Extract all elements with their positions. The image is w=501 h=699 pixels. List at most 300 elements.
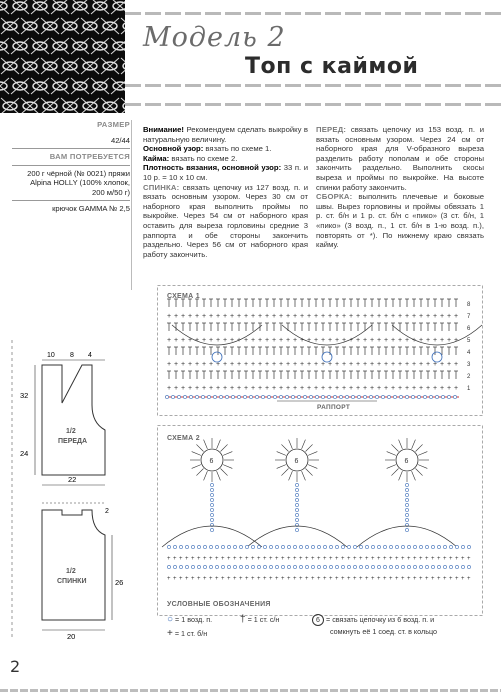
chain-stitch [269, 545, 272, 548]
chain-stitch [419, 545, 422, 548]
chain-stitch [369, 395, 372, 398]
dim-label: 20 [67, 632, 76, 641]
sc-stitch: + [209, 385, 214, 392]
chain-stitch [197, 565, 200, 568]
sc-stitch: + [314, 361, 319, 368]
sc-stitch: + [265, 385, 270, 392]
size-label: РАЗМЕР [97, 120, 130, 129]
sc-stitch: + [413, 556, 417, 562]
sc-stitch: + [449, 556, 453, 562]
sc-stitch: + [401, 556, 405, 562]
sc-stitch: + [293, 385, 298, 392]
sc-stitch: + [181, 361, 186, 368]
sc-stitch: + [440, 337, 445, 344]
sc-stitch: + [377, 361, 382, 368]
chain-stitch [297, 395, 300, 398]
chain-stitch [389, 545, 392, 548]
sc-stitch: + [455, 576, 459, 582]
sc-stitch: + [216, 337, 221, 344]
dim-label: 32 [20, 391, 29, 400]
chain-stitch [281, 545, 284, 548]
chain-stitch [233, 565, 236, 568]
chain-stitch [395, 565, 398, 568]
chain-stitch [321, 395, 324, 398]
sc-stitch: + [305, 576, 309, 582]
chain-stitch [467, 565, 470, 568]
chain-stitch [295, 498, 298, 501]
sc-stitch: + [311, 556, 315, 562]
chain-stitch [197, 545, 200, 548]
chain-stitch [359, 565, 362, 568]
schema2-chart [162, 438, 471, 582]
sc-stitch: + [281, 556, 285, 562]
sc-stitch: + [223, 361, 228, 368]
chain-stitch [407, 545, 410, 548]
assembly-lead: СБОРКА: [316, 192, 353, 202]
sc-stitch: + [371, 556, 375, 562]
chain-stitch [173, 565, 176, 568]
chain-stitch [335, 545, 338, 548]
chain-stitch [431, 565, 434, 568]
sc-stitch: + [328, 337, 333, 344]
sc-stitch: + [419, 576, 423, 582]
sc-stitch: + [299, 576, 303, 582]
page-number: 2 [10, 657, 21, 676]
chain-stitch [405, 488, 408, 491]
border-text: вязать по схеме 2. [169, 153, 238, 163]
chain-stitch [165, 395, 168, 398]
sc-stitch: + [281, 576, 285, 582]
petal [217, 471, 221, 480]
sc-stitch: + [195, 313, 200, 320]
lace-photo [0, 0, 125, 113]
dim-label: 4 [88, 352, 92, 359]
sc-stitch: + [356, 361, 361, 368]
sc-stitch: + [328, 361, 333, 368]
sc-stitch: + [209, 313, 214, 320]
legend-ring-cont [330, 627, 437, 636]
assembly-text: выполнить плечевые и боковые швы. Вырез горловины и проймы обвязать 1 р. ст. б/н и 1 р. ст. б/н с «пико» (3 ст. б/н, 1 «пико» (3 возд. п., 1 ст. б/н в 1-ю возд. п.), повторять от *). По нижнему краю связать кайму. [316, 192, 484, 250]
chain-stitch [255, 395, 258, 398]
petal [281, 444, 288, 451]
petal [305, 444, 312, 451]
chain-stitch [210, 528, 213, 531]
legend-sc [167, 628, 207, 639]
legend-text: = связать цепочку из 6 возд. п. и [326, 615, 435, 624]
petal [399, 471, 403, 480]
sc-stitch: + [293, 337, 298, 344]
chain-stitch [269, 565, 272, 568]
sc-stitch: + [377, 313, 382, 320]
sc-stitch: + [279, 385, 284, 392]
sc-stitch: + [216, 361, 221, 368]
row-number: 5 [467, 338, 471, 344]
back-lead: СПИНКА: [143, 182, 180, 192]
sc-stitch: + [426, 313, 431, 320]
sc-stitch: + [279, 313, 284, 320]
sc-stitch: + [363, 313, 368, 320]
sc-stitch: + [353, 556, 357, 562]
yarn-line: 200 г чёрной (№ 0021) пряжи [27, 168, 130, 178]
sc-stitch: + [426, 385, 431, 392]
sc-stitch: + [311, 576, 315, 582]
chain-stitch [381, 395, 384, 398]
chain-stitch [341, 565, 344, 568]
sc-stitch: + [329, 576, 333, 582]
sc-stitch: + [181, 385, 186, 392]
chain-stitch [233, 545, 236, 548]
chain-stitch [231, 395, 234, 398]
instructions-column-2 [316, 125, 484, 250]
chain-stitch [293, 545, 296, 548]
sc-stitch: + [179, 576, 183, 582]
chain-stitch [210, 513, 213, 516]
sc-stitch: + [431, 556, 435, 562]
sc-stitch: + [286, 313, 291, 320]
sc-stitch: + [173, 556, 177, 562]
sc-stitch: + [221, 556, 225, 562]
petal [418, 452, 427, 456]
chain-stitch [239, 565, 242, 568]
attention-text: Рекомендуем сделать выкройку в натуральную величину. [143, 125, 308, 144]
sc-stitch: + [447, 313, 452, 320]
chain-stitch [207, 395, 210, 398]
chain-stitch [363, 395, 366, 398]
chain-stitch [423, 395, 426, 398]
sc-stitch: + [323, 556, 327, 562]
sc-stitch: + [398, 361, 403, 368]
sc-stitch: + [230, 337, 235, 344]
sc-stitch: + [454, 337, 459, 344]
petal [204, 440, 208, 449]
chain-stitch [201, 395, 204, 398]
piece-label: ПЕРЕДА [58, 438, 88, 445]
sc-stitch: + [391, 361, 396, 368]
chain-stitch [383, 565, 386, 568]
chain-stitch [295, 513, 298, 516]
sc-stitch: + [174, 337, 179, 344]
chain-stitch [245, 545, 248, 548]
chain-stitch [425, 565, 428, 568]
sc-stitch: + [251, 337, 256, 344]
sc-stitch: + [293, 556, 297, 562]
sc-stitch: + [227, 576, 231, 582]
chain-stitch [295, 518, 298, 521]
chain-stitch [405, 508, 408, 511]
crochet-charts [157, 285, 487, 645]
dim-label: 26 [115, 578, 124, 587]
sc-stitch: + [216, 385, 221, 392]
sc-stitch: + [365, 556, 369, 562]
sc-stitch: + [321, 385, 326, 392]
sc-stitch: + [265, 313, 270, 320]
dim-label: 22 [68, 475, 77, 484]
sc-stitch: + [230, 313, 235, 320]
chain-stitch [249, 395, 252, 398]
chain-stitch [431, 545, 434, 548]
sc-stitch: + [391, 313, 396, 320]
chain-stitch [405, 498, 408, 501]
sc-stitch: + [335, 361, 340, 368]
sc-stitch: + [467, 556, 471, 562]
row-number: 8 [467, 302, 471, 308]
sc-stitch: + [412, 361, 417, 368]
chain-stitch [295, 528, 298, 531]
instructions-column-1 [143, 125, 308, 259]
chain-stitch [405, 395, 408, 398]
sc-stitch: + [377, 576, 381, 582]
single-crochet-icon: + [167, 628, 173, 639]
sc-stitch: + [449, 576, 453, 582]
chain-stitch [189, 395, 192, 398]
chain-stitch [377, 565, 380, 568]
chain-stitch [263, 545, 266, 548]
chain-stitch [173, 545, 176, 548]
sc-stitch: + [197, 576, 201, 582]
flower-label: 6 [294, 458, 299, 465]
schema1-frame [158, 286, 483, 416]
chain-stitch [401, 545, 404, 548]
chain-stitch [405, 493, 408, 496]
sc-stitch: + [443, 576, 447, 582]
sc-stitch: + [349, 337, 354, 344]
sc-stitch: + [239, 576, 243, 582]
main-pattern-text: вязать по схеме 1. [203, 144, 272, 154]
sc-stitch: + [335, 576, 339, 582]
chain-stitch [411, 395, 414, 398]
sc-stitch: + [307, 385, 312, 392]
chain-stitch [299, 545, 302, 548]
petal [204, 471, 208, 480]
sc-stitch: + [405, 385, 410, 392]
chain-stitch [419, 565, 422, 568]
chain-stitch [443, 545, 446, 548]
petal [308, 452, 317, 456]
sc-stitch: + [221, 576, 225, 582]
chain-stitch [215, 565, 218, 568]
chain-stitch [275, 545, 278, 548]
chain-stitch [203, 545, 206, 548]
model-label: Модель 2 [143, 22, 286, 53]
schema1-title: СХЕМА 1 [167, 293, 200, 300]
petal [192, 452, 201, 456]
sc-stitch: + [383, 556, 387, 562]
row-number: 7 [467, 314, 471, 320]
pattern-drawings [0, 335, 135, 645]
row-number: 4 [467, 350, 471, 356]
sc-stitch: + [251, 576, 255, 582]
sc-stitch: + [167, 337, 172, 344]
sc-stitch: + [328, 313, 333, 320]
sc-stitch: + [269, 576, 273, 582]
dim-label: 8 [70, 352, 74, 359]
chain-stitch [221, 565, 224, 568]
chain-stitch [311, 565, 314, 568]
sc-stitch: + [431, 576, 435, 582]
chain-stitch [405, 528, 408, 531]
sc-stitch: + [209, 576, 213, 582]
chain-stitch [341, 545, 344, 548]
sc-stitch: + [174, 385, 179, 392]
piece-label: СПИНКИ [57, 578, 87, 585]
sc-stitch: + [405, 313, 410, 320]
sc-stitch: + [370, 337, 375, 344]
sc-stitch: + [307, 337, 312, 344]
chain-stitch [329, 565, 332, 568]
sc-stitch: + [389, 576, 393, 582]
petal [302, 471, 306, 480]
legend-chain [167, 614, 212, 625]
sc-stitch: + [405, 361, 410, 368]
sc-stitch: + [341, 556, 345, 562]
sc-stitch: + [167, 361, 172, 368]
chain-stitch [315, 395, 318, 398]
chain-stitch [461, 565, 464, 568]
sc-stitch: + [307, 313, 312, 320]
chain-stitch [333, 395, 336, 398]
petal [412, 440, 416, 449]
chain-stitch [295, 493, 298, 496]
sc-stitch: + [286, 361, 291, 368]
divider [12, 165, 130, 166]
dim-label: 24 [20, 449, 29, 458]
sc-stitch: + [314, 385, 319, 392]
sc-stitch: + [245, 576, 249, 582]
chain-stitch [437, 565, 440, 568]
sc-stitch: + [195, 385, 200, 392]
sc-stitch: + [202, 361, 207, 368]
sc-stitch: + [272, 313, 277, 320]
chain-stitch [405, 503, 408, 506]
chain-stitch [275, 565, 278, 568]
rapport-label: РАППОРТ [317, 404, 351, 411]
chain-stitch [389, 565, 392, 568]
sc-stitch: + [440, 361, 445, 368]
sc-stitch: + [391, 337, 396, 344]
sc-stitch: + [383, 576, 387, 582]
sc-stitch: + [321, 313, 326, 320]
sc-stitch: + [279, 337, 284, 344]
sc-stitch: + [188, 313, 193, 320]
chain-stitch [251, 565, 254, 568]
sc-stitch: + [223, 385, 228, 392]
sc-stitch: + [437, 576, 441, 582]
sc-stitch: + [167, 313, 172, 320]
sc-stitch: + [433, 337, 438, 344]
sc-stitch: + [321, 337, 326, 344]
sc-stitch: + [279, 361, 284, 368]
chain-stitch [210, 518, 213, 521]
chain-stitch [179, 545, 182, 548]
sc-stitch: + [419, 385, 424, 392]
yarn-line: Alpina HOLLY (100% хлопок, [30, 178, 130, 187]
petal [391, 444, 398, 451]
sc-stitch: + [179, 556, 183, 562]
chain-stitch [417, 395, 420, 398]
sc-stitch: + [389, 556, 393, 562]
sc-stitch: + [275, 556, 279, 562]
petal [196, 468, 203, 475]
sc-stitch: + [167, 385, 172, 392]
chain-stitch [167, 565, 170, 568]
sc-stitch: + [407, 556, 411, 562]
back-text: связать цепочку из 127 возд. п. и вязать основным узором. Через 30 см от наборного края выполнить проймы по выкройке. Через 54 см от наборного края оставить для вырезa горловины средние 3 раппорта и обе стороны закончить раздельно. Через 56 см от наборного края работу закончить. [143, 182, 308, 259]
sc-stitch: + [342, 385, 347, 392]
chain-stitch [377, 545, 380, 548]
sc-stitch: + [365, 576, 369, 582]
chain-stitch [179, 565, 182, 568]
chain-stitch [353, 545, 356, 548]
chain-stitch [295, 483, 298, 486]
sc-stitch: + [321, 361, 326, 368]
chain-stitch [279, 395, 282, 398]
chain-stitch [449, 565, 452, 568]
sc-stitch: + [377, 556, 381, 562]
chain-stitch [317, 545, 320, 548]
schema2-frame [158, 426, 483, 616]
front-lead: ПЕРЕД: [316, 125, 347, 134]
page-title: Топ с каймой [245, 54, 419, 79]
chain-stitch [435, 395, 438, 398]
chain-stitch [329, 545, 332, 548]
chain-stitch [387, 395, 390, 398]
sc-stitch: + [384, 313, 389, 320]
petal [391, 468, 398, 475]
chain-stitch [210, 493, 213, 496]
sc-stitch: + [286, 337, 291, 344]
sc-stitch: + [185, 556, 189, 562]
sc-stitch: + [370, 385, 375, 392]
chain-stitch [359, 545, 362, 548]
chain-stitch [291, 395, 294, 398]
sc-stitch: + [314, 313, 319, 320]
sc-stitch: + [461, 576, 465, 582]
sc-stitch: + [251, 361, 256, 368]
sc-stitch: + [425, 576, 429, 582]
sc-stitch: + [384, 361, 389, 368]
sc-stitch: + [454, 385, 459, 392]
chain-stitch [299, 565, 302, 568]
sc-stitch: + [202, 385, 207, 392]
chain-stitch [311, 545, 314, 548]
sc-stitch: + [286, 385, 291, 392]
border-lead: Кайма: [143, 153, 170, 163]
petal [281, 468, 288, 475]
sc-stitch: + [167, 576, 171, 582]
density-text: 33 п. и 10 р. = 10 х 10 см. [143, 163, 308, 182]
sc-stitch: + [272, 337, 277, 344]
sc-stitch: + [257, 556, 261, 562]
petal [289, 440, 293, 449]
sc-stitch: + [195, 361, 200, 368]
sc-stitch: + [293, 313, 298, 320]
chain-stitch [371, 545, 374, 548]
chain-stitch [221, 545, 224, 548]
chain-stitch [243, 395, 246, 398]
sc-stitch: + [251, 385, 256, 392]
petal [387, 465, 396, 469]
chain-stitch [263, 565, 266, 568]
sc-stitch: + [233, 576, 237, 582]
chain-stitch [399, 395, 402, 398]
chain-stitch [225, 395, 228, 398]
petal [415, 444, 422, 451]
sc-stitch: + [167, 556, 171, 562]
sc-stitch: + [412, 313, 417, 320]
double-crochet-icon: † [240, 614, 246, 625]
chain-stitch [347, 565, 350, 568]
sc-stitch: + [419, 337, 424, 344]
